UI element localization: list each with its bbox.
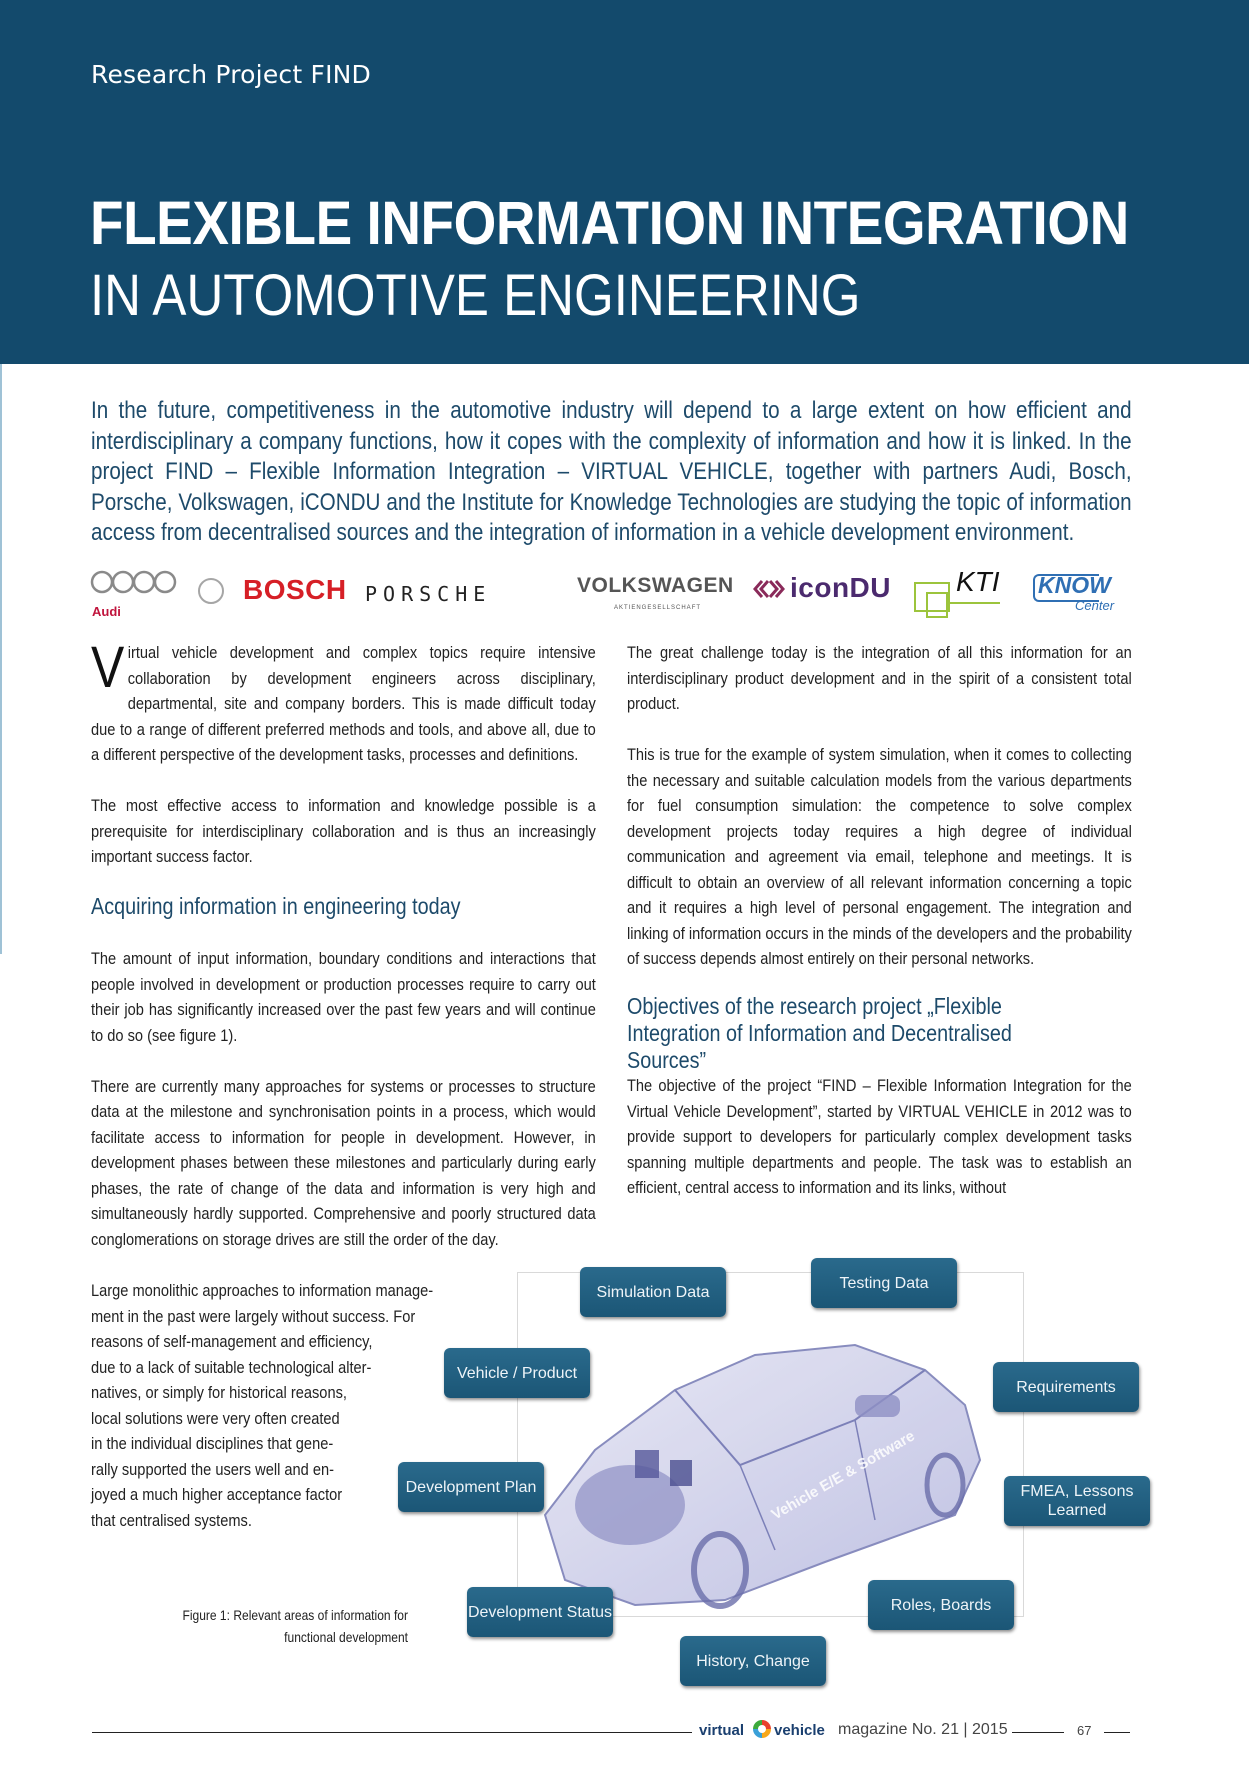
left-column-intro: [91, 635, 596, 870]
paragraph: The objective of the project “FIND – Flexible Information Integration for the Virtual Vehicle Development”, started by VIRTUAL VEHICLE in 2012 was to provide support to developers for particularly complex development tasks spanning multiple departments and people. The task was to establish an efficient, central access to information and its links, without: [627, 1076, 1132, 1197]
paragraph: There are currently many approaches for systems or processes to structure data at the milestone and synchronisation points in a process, which would facilitate access to information for people in development. However, in development phases between these milestones and particularly during early phases, the rate of change of the data and information is very high and simultaneously hardly supported. Comprehensive and poorly structured data conglomerations on storage drives are still the order of the day.: [91, 1076, 596, 1249]
wrapped-line: natives, or simply for historical reasons,: [91, 1383, 347, 1402]
section-heading: Objectives of the research project „Flexible Integration of Information and Decentralised Sources”: [627, 993, 1012, 1073]
footer-magazine-issue: magazine No. 21 | 2015: [838, 1721, 1008, 1738]
audi-rings-icon: [90, 570, 178, 594]
page-title: FLEXIBLE INFORMATION INTEGRATION: [90, 189, 1129, 257]
paragraph: This is true for the example of system simulation, when it comes to collecting the necessary and suitable calculation models from the various departments for fuel consumption simulation: the competence to solve complex development projects today requires a high degree of individual communication and agreement via email, telephone and meetings. It is difficult to obtain an overview of all relevant information concerning a topic and it requires a high level of personal engagement. The integration and linking of information occurs in the minds of the developers and the probability of success depends almost entirely on their personal networks.: [627, 745, 1132, 968]
intro-paragraph: In the future, competitiveness in the automotive industry will depend to a large extent on how efficient and interdisciplinary a company functions, how it copes with the complexity of information and how it is linked. In the project FIND – Flexible Information Integration – VIRTUAL VEHICLE, together with partners Audi, Bosch, Porsche, Volkswagen, iCONDU and the Institute for Knowledge Technologies are studying the topic of information access from decentralised sources and the integration of information in a vehicle development environment.: [91, 397, 1132, 546]
logo-volkswagen: VOLKSWAGEN: [577, 574, 734, 597]
section-heading: Acquiring information in engineering today: [91, 893, 461, 919]
wrapped-line: ment in the past were largely without success. For: [91, 1306, 416, 1326]
wrapped-line: Large monolithic approaches to information manage-: [91, 1281, 434, 1300]
virtual-vehicle-ring-icon: [753, 1720, 771, 1738]
left-accent-bar: [0, 364, 2, 954]
right-column-top: [627, 640, 1132, 972]
figure-tag-testing-data: Testing Data: [811, 1258, 957, 1308]
wrapped-line: reasons of self-management and efficiency,: [91, 1332, 373, 1351]
footer-brand-vehicle: vehicle: [774, 1722, 825, 1739]
header-banner: [0, 0, 1249, 364]
logo-kti: KTI: [956, 566, 1000, 597]
wrapped-line: that centralised systems.: [91, 1510, 252, 1530]
page-subtitle: IN AUTOMOTIVE ENGINEERING: [90, 263, 861, 328]
left-column-body: [91, 946, 596, 1252]
page-number: 67: [1077, 1723, 1092, 1738]
partner-logos: [90, 562, 1140, 622]
figure-caption: [120, 1604, 408, 1648]
figure-tag-development-status: Development Status: [467, 1587, 613, 1637]
logo-know-center: Center: [1075, 598, 1115, 613]
logo-know: KNOW: [1038, 572, 1111, 598]
drop-cap: V: [91, 635, 125, 700]
logo-icondu: iconDU: [790, 572, 891, 603]
wrapped-line: joyed a much higher acceptance factor: [91, 1485, 343, 1504]
footer-brand-virtual: virtual: [699, 1722, 745, 1739]
figure-tag-fmea-lessons: FMEA, Lessons Learned: [1004, 1476, 1150, 1526]
logo-audi: Audi: [92, 604, 121, 619]
wrapped-line: due to a lack of suitable technological alter-: [91, 1357, 372, 1377]
logo-porsche: PORSCHE: [365, 582, 492, 606]
figure-tag-simulation-data: Simulation Data: [580, 1267, 726, 1317]
logo-volkswagen-subtitle: AKTIENGESELLSCHAFT: [614, 605, 702, 611]
figure-tag-history-change: History, Change: [680, 1636, 826, 1686]
paragraph-text: irtual vehicle development and complex topics require intensive collaboration by development engineers across disciplinary, departmental, site and company borders. This is made difficult today due to a range of different preferred methods and tools, and above all, due to a different perspective of the development tasks, processes and definitions.: [91, 643, 596, 764]
paragraph: [91, 635, 596, 768]
car-label: Vehicle E/E & Software: [768, 1427, 918, 1524]
icondu-mark-icon: [753, 578, 785, 600]
figure-tag-development-plan: Development Plan: [398, 1462, 544, 1512]
kti-underline: [948, 602, 1000, 604]
figure-tag-vehicle-product: Vehicle / Product: [444, 1348, 590, 1398]
wrapped-line: rally supported the users well and en-: [91, 1459, 334, 1479]
figure-tag-roles-boards: Roles, Boards: [868, 1580, 1014, 1630]
right-column-body: [627, 1073, 1132, 1201]
logo-bosch: BOSCH: [243, 574, 347, 605]
wrapped-line: local solutions were very often created: [91, 1408, 340, 1428]
paragraph: The great challenge today is the integration of all this information for an interdisciplinary product development and in the spirit of a consistent total product.: [627, 643, 1132, 713]
bosch-armature-icon: [198, 578, 224, 604]
paragraph: The most effective access to information and knowledge possible is a prerequisite for interdisciplinary collaboration and is thus an increasingly important success factor.: [91, 796, 596, 866]
figure-tag-requirements: Requirements: [993, 1362, 1139, 1412]
caption-line: functional development: [284, 1629, 408, 1645]
caption-line: Figure 1: Relevant areas of information for: [182, 1607, 408, 1623]
section-kicker: Research Project FIND: [91, 60, 372, 89]
footer-rule: [1104, 1732, 1130, 1733]
footer-rule: [92, 1732, 692, 1733]
car-illustration: [525, 1300, 995, 1610]
footer-rule: [1012, 1732, 1064, 1733]
paragraph: The amount of input information, boundary conditions and interactions that people involved in development or production processes require to carry out their job has significantly increased over the past few years and will continue to do so (see figure 1).: [91, 949, 596, 1045]
wrapped-line: in the individual disciplines that gene-: [91, 1434, 334, 1453]
kti-square-icon-inner: [926, 592, 948, 618]
